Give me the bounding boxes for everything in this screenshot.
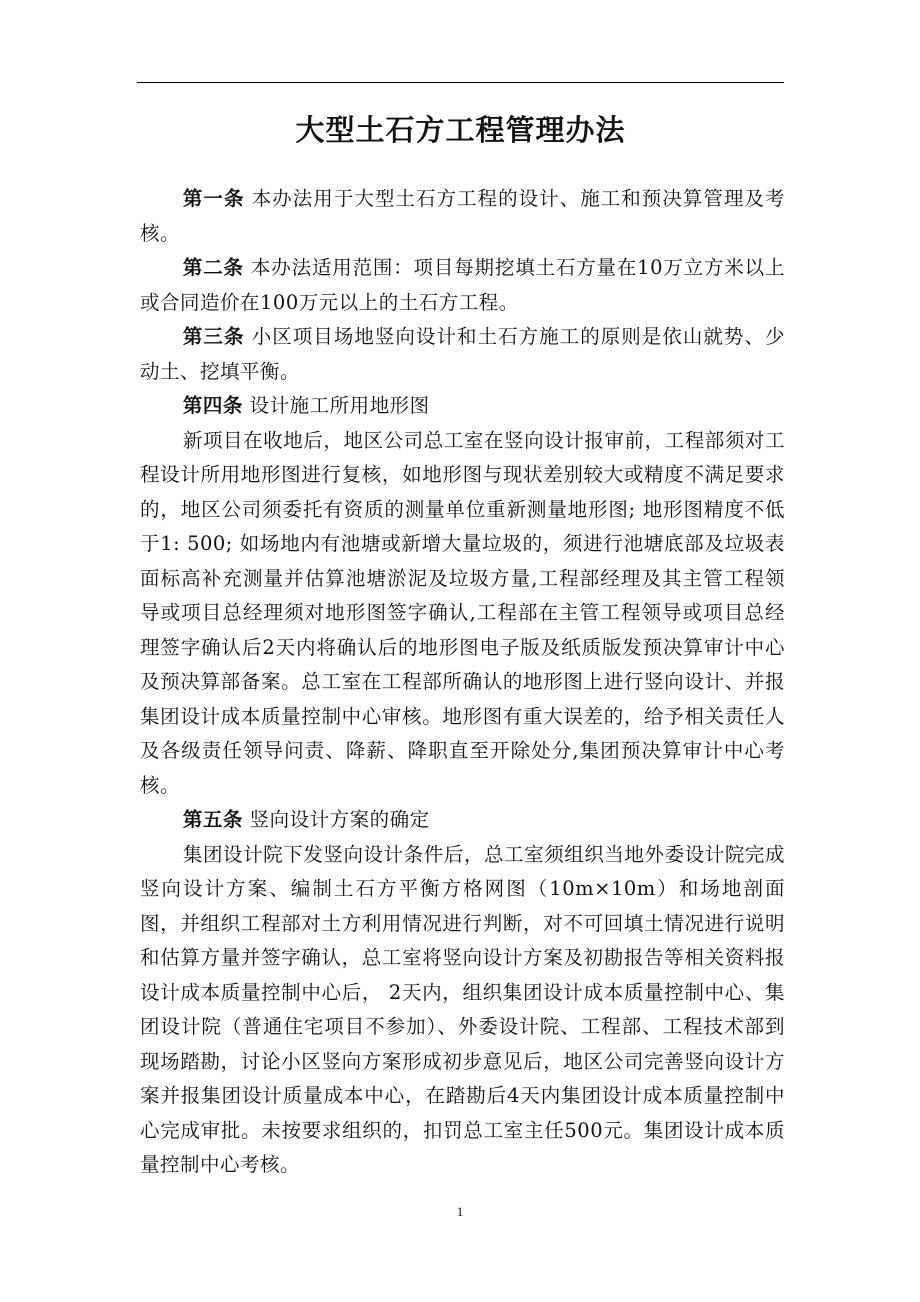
article-label: 第三条 bbox=[182, 325, 245, 348]
article-3 bbox=[140, 320, 785, 389]
article-label: 第四条 bbox=[182, 394, 243, 417]
article-text: 小区项目场地竖向设计和土石方施工的原则是依山就势、少动土、挖填平衡。 bbox=[140, 325, 785, 383]
article-label: 第五条 bbox=[182, 808, 243, 831]
article-text: 新项目在收地后，地区公司总工室在竖向设计报审前，工程部须对工程设计所用地形图进行复核，如地形图与现状差别较大或精度不满足要求的，地区公司须委托有资质的测量单位重新测量地形图; 地形图精度不低于1: 500; 如场地内有池塘或新增大量垃圾的，须进行池塘底部及垃圾表面标高补充测量并估算池塘淤泥及垃圾方量,工程部经理及其主管工程领导或项目总经理须对地形图签字确认,工程部在主管工程领导或项目总经理签字确认后2天内将确认后的地形图电子版及纸质版发预决算审计中心及预决算部备案。总工室在工程部所确认的地形图上进行竖向设计、并报集团设计成本质量控制中心审核。地形图有重大误差的，给予相关责任人及各级责任领导问责、降薪、降职直至开除处分,集团预决算审计中心考核。 bbox=[140, 428, 785, 797]
article-4-body bbox=[140, 424, 785, 804]
article-5 bbox=[140, 803, 785, 838]
page-number: 1 bbox=[456, 1204, 464, 1219]
article-text: 本办法用于大型土石方工程的设计、施工和预决算管理及考核。 bbox=[140, 187, 785, 245]
article-1 bbox=[140, 182, 785, 251]
article-label: 第二条 bbox=[182, 256, 244, 279]
article-text: 设计施工所用地形图 bbox=[249, 394, 430, 417]
document-body bbox=[140, 182, 785, 1183]
article-text: 本办法适用范围：项目每期挖填土石方量在10万立方米以上或合同造价在100万元以上的土石方工程。 bbox=[140, 256, 785, 314]
article-text: 竖向设计方案的确定 bbox=[249, 808, 430, 831]
article-label: 第一条 bbox=[182, 187, 245, 210]
article-2 bbox=[140, 251, 785, 320]
article-4 bbox=[140, 389, 785, 424]
article-text: 集团设计院下发竖向设计条件后，总工室须组织当地外委设计院完成竖向设计方案、编制土石方平衡方格网图（10m×10m）和场地剖面图，并组织工程部对土方利用情况进行判断，对不可回填土情况进行说明和估算方量并签字确认，总工室将竖向设计方案及初勘报告等相关资料报设计成本质量控制中心后， 2天内，组织集团设计成本质量控制中心、集团设计院（普通住宅项目不参加）、外委设计院、工程部、工程技术部到现场踏勘，讨论小区竖向方案形成初步意见后，地区公司完善竖向设计方案并报集团设计质量成本中心，在踏勘后4天内集团设计成本质量控制中心完成审批。未按要求组织的，扣罚总工室主任500元。集团设计成本质量控制中心考核。 bbox=[140, 842, 785, 1176]
document-title: 大型土石方工程管理办法 bbox=[295, 113, 626, 147]
article-5-body bbox=[140, 838, 785, 1183]
header-rule bbox=[137, 82, 784, 83]
